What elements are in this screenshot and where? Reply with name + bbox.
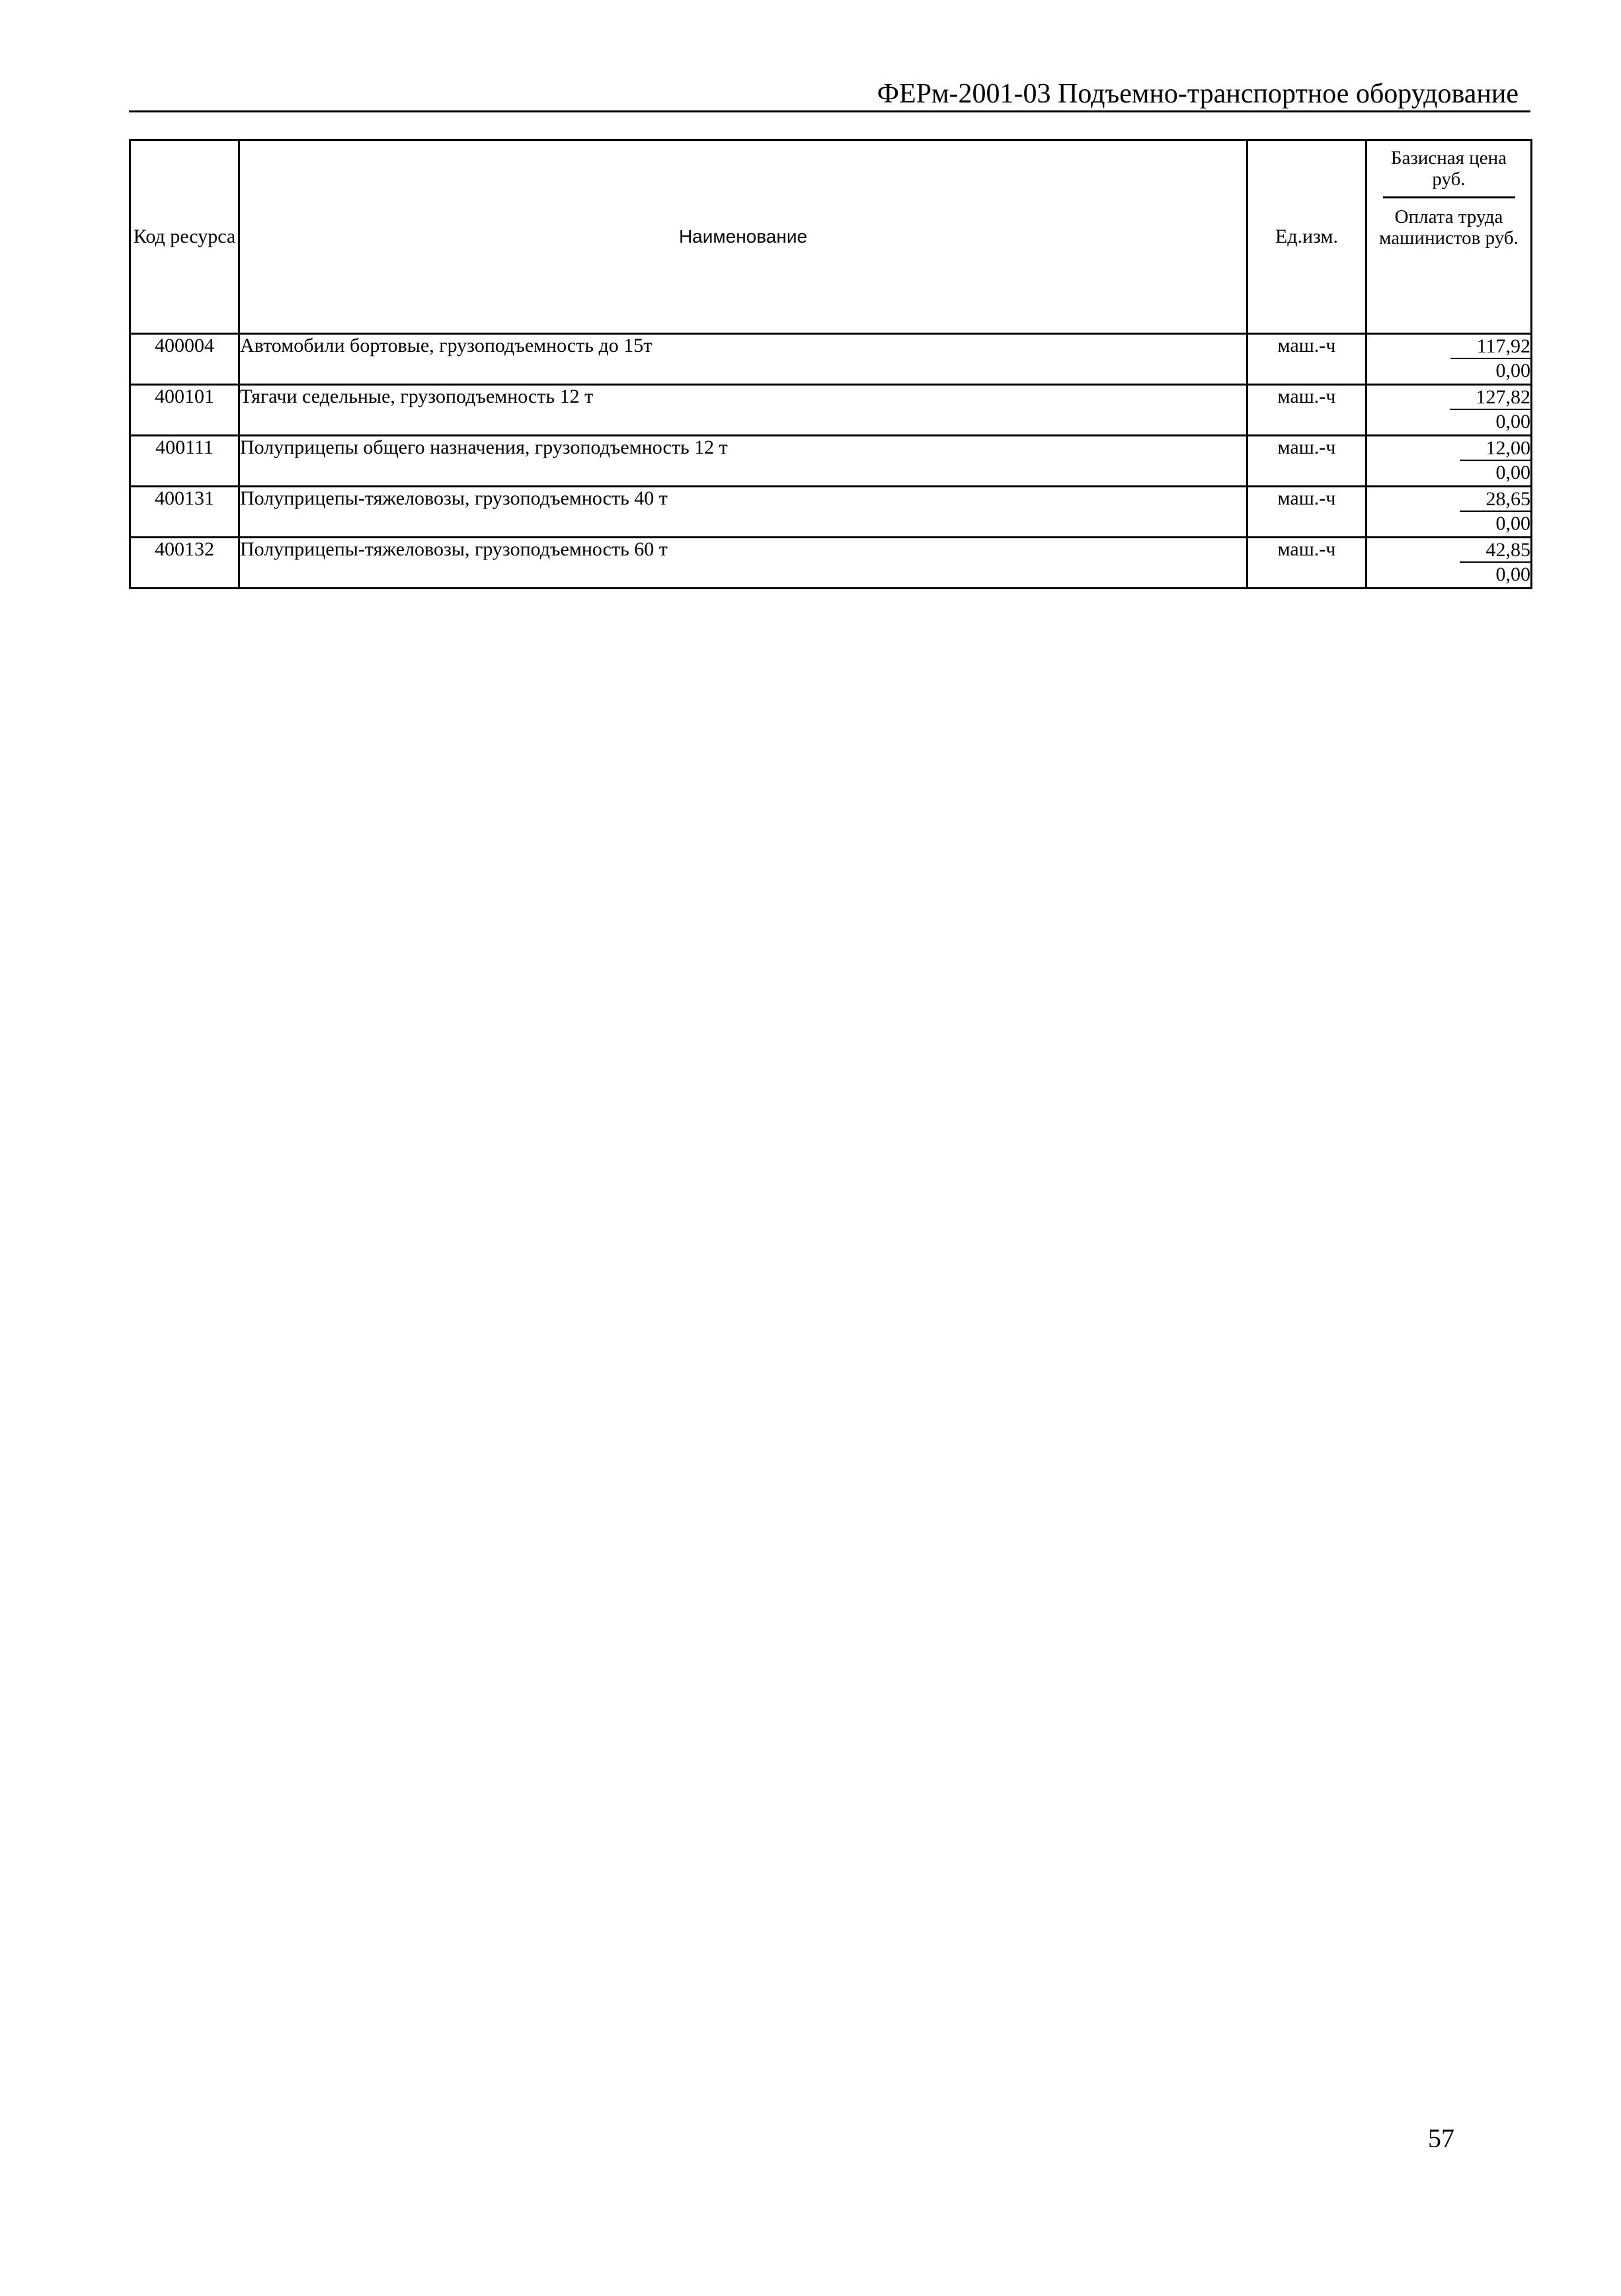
resource-price-cell: [1366, 334, 1532, 385]
resource-table: [129, 139, 1532, 589]
resource-price-cell: [1366, 487, 1532, 538]
base-price: 28,65: [1460, 488, 1531, 512]
resource-price-cell: [1366, 385, 1532, 436]
table-row: [130, 334, 1532, 385]
resource-code: 400132: [130, 538, 239, 589]
table-row: [130, 436, 1532, 487]
table-row: [130, 487, 1532, 538]
operator-wage: 0,00: [1495, 462, 1530, 483]
resource-name: Полуприцепы общего назначения, грузоподъемность 12 т: [239, 436, 1247, 487]
table-header-row: [130, 140, 1532, 334]
page-number: 57: [1428, 2123, 1454, 2153]
resource-name: Автомобили бортовые, грузоподъемность до 15т: [239, 334, 1247, 385]
table-row: [130, 538, 1532, 589]
table-row: [130, 385, 1532, 436]
resource-code: 400111: [130, 436, 239, 487]
running-title: ФЕРм-2001-03 Подъемно-транспортное оборудование: [129, 78, 1530, 112]
resource-code: 400101: [130, 385, 239, 436]
column-header-unit: Ед.изм.: [1247, 140, 1366, 334]
base-price: 12,00: [1460, 437, 1531, 461]
base-price: 42,85: [1460, 539, 1531, 563]
operator-wage: 0,00: [1495, 512, 1530, 534]
resource-unit: маш.-ч: [1247, 385, 1366, 436]
resource-code: 400131: [130, 487, 239, 538]
column-header-code: Код ресурса: [130, 140, 239, 334]
base-price: 127,82: [1450, 386, 1531, 410]
resource-unit: маш.-ч: [1247, 436, 1366, 487]
resource-code: 400004: [130, 334, 239, 385]
resource-name: Тягачи седельные, грузоподъемность 12 т: [239, 385, 1247, 436]
resource-unit: маш.-ч: [1247, 334, 1366, 385]
column-header-name: Наименование: [239, 140, 1247, 334]
resource-unit: маш.-ч: [1247, 538, 1366, 589]
resource-name: Полуприцепы-тяжеловозы, грузоподъемность 60 т: [239, 538, 1247, 589]
operator-wage: 0,00: [1495, 411, 1530, 432]
operator-wage: 0,00: [1495, 563, 1530, 585]
column-header-base-price: Базисная цена руб.: [1390, 147, 1507, 190]
column-header-price: [1366, 140, 1532, 334]
resource-name: Полуприцепы-тяжеловозы, грузоподъемность 40 т: [239, 487, 1247, 538]
resource-unit: маш.-ч: [1247, 487, 1366, 538]
resource-price-cell: [1366, 538, 1532, 589]
base-price: 117,92: [1450, 335, 1530, 359]
resource-price-cell: [1366, 436, 1532, 487]
column-header-operator-wage: Оплата труда машинистов руб.: [1379, 206, 1519, 249]
operator-wage: 0,00: [1495, 360, 1530, 382]
